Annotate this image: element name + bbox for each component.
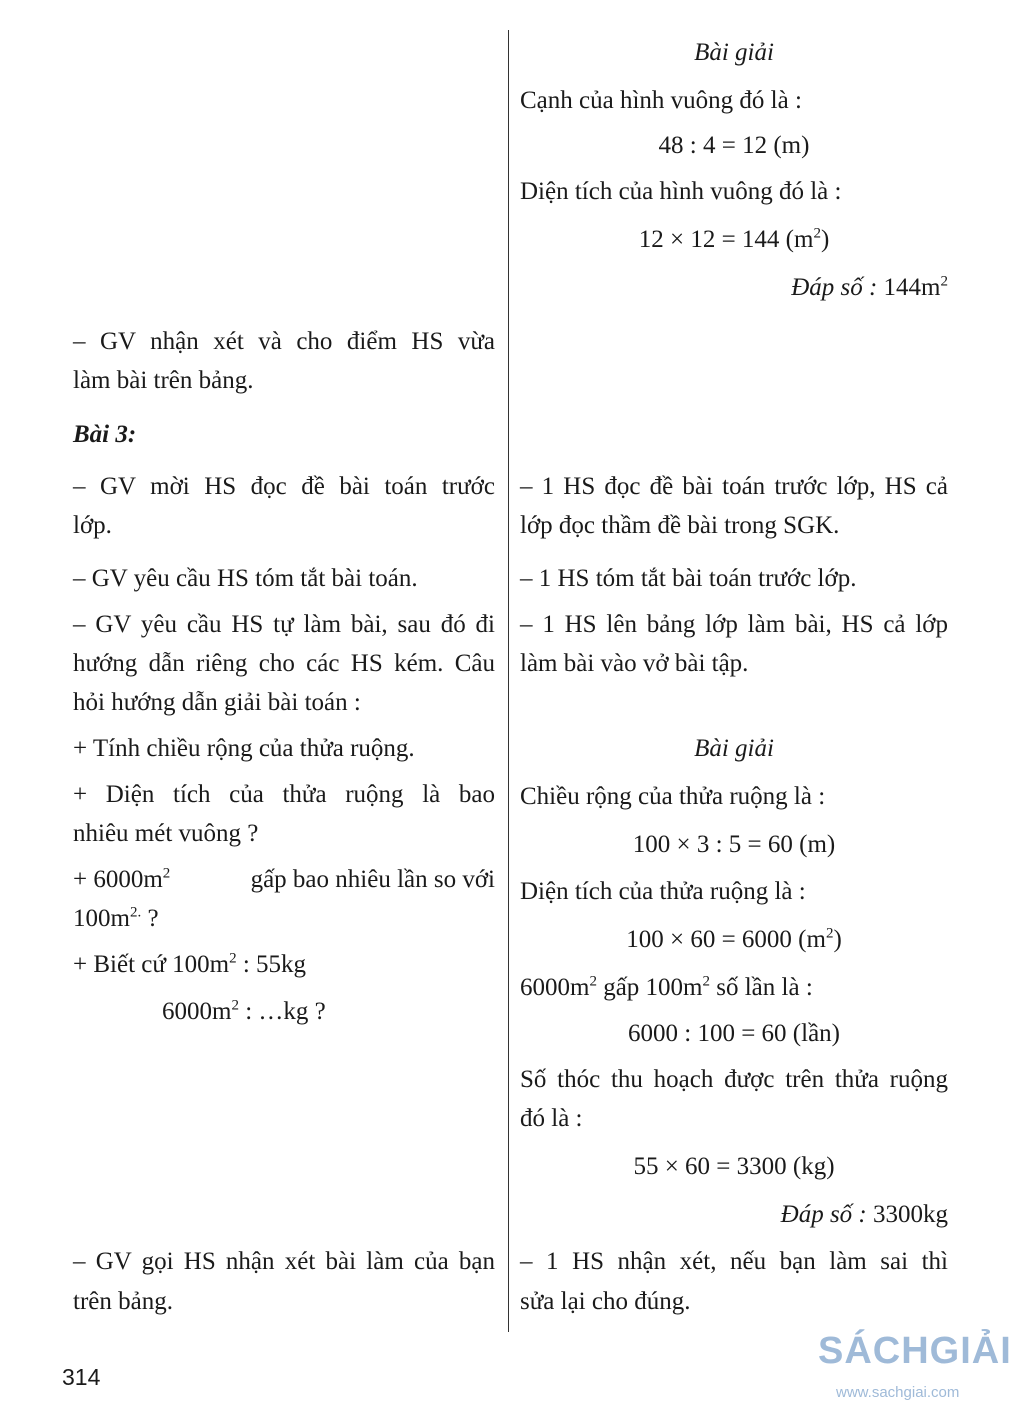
student-step: – 1 HS lên bảng lớp làm bài, HS cả lớp — [520, 611, 948, 638]
guide-question: + Biết cứ $100m^2$ : 55kg — [73, 950, 307, 978]
solution-line: đó là : — [520, 1105, 583, 1132]
guide-question: + Diện tích của thửa ruộng là bao — [73, 781, 495, 808]
column-divider — [508, 30, 509, 1332]
solution-calc: 12 × 12 = 144 $(m^2)$ — [638, 225, 830, 253]
solution-line: Diện tích của thửa ruộng là : — [520, 878, 806, 905]
student-step: làm bài vào vở bài tập. — [520, 650, 749, 677]
guide-question: + Tính chiều rộng của thửa ruộng. — [73, 735, 415, 762]
section-title: Bài 3: — [73, 421, 137, 448]
solution-calc: 48 : 4 = 12 (m) — [658, 132, 810, 159]
solution-line: $6000m^2$ gấp $100m^2$ số lần là : — [520, 973, 813, 1001]
solution-line: Số thóc thu hoạch được trên thửa ruộng — [520, 1066, 948, 1093]
teacher-step: – GV mời HS đọc đề bài toán trước — [73, 473, 495, 500]
teacher-step: – GV yêu cầu HS tự làm bài, sau đó đi — [73, 611, 495, 638]
solution-line: Cạnh của hình vuông đó là : — [520, 87, 802, 114]
student-step: lớp đọc thầm đề bài trong SGK. — [520, 512, 840, 539]
teacher-step: hướng dẫn riêng cho các HS kém. Câu — [73, 650, 495, 677]
solution-line: Diện tích của hình vuông đó là : — [520, 178, 842, 205]
teacher-step: hỏi hướng dẫn giải bài toán : — [73, 689, 361, 716]
teacher-step: làm bài trên bảng. — [73, 367, 254, 394]
guide-question: nhiêu mét vuông ? — [73, 820, 259, 847]
logo-text: SÁCHGIẢI — [818, 1330, 1012, 1372]
student-step: sửa lại cho đúng. — [520, 1288, 691, 1315]
solution-answer: Đáp số : $144m^2$ — [791, 273, 948, 301]
teacher-step: – GV nhận xét và cho điểm HS vừa — [73, 328, 495, 355]
solution-calc: 6000 : 100 = 60 (lần) — [628, 1020, 840, 1047]
page-number: 314 — [62, 1364, 101, 1390]
solution-heading: Bài giải — [694, 39, 774, 66]
guide-question: $6000m^2$ : …kg ? — [162, 997, 326, 1025]
solution-line: Chiều rộng của thửa ruộng là : — [520, 783, 826, 810]
teacher-step: trên bảng. — [73, 1288, 173, 1315]
watermark-logo — [818, 1330, 1024, 1414]
logo-url: www.sachgiai.com — [836, 1384, 960, 1401]
q3-part-b: gấp bao nhiêu lần so với — [250, 866, 495, 893]
solution-answer: Đáp số : 3300kg — [780, 1201, 948, 1228]
q3-part-a: + $6000m^2$ — [73, 865, 171, 893]
teacher-step: lớp. — [73, 512, 112, 539]
solution-calc: 55 × 60 = 3300 (kg) — [633, 1153, 835, 1180]
solution-heading: Bài giải — [694, 735, 774, 762]
solution-calc: 100 × 3 : 5 = 60 (m) — [632, 831, 836, 858]
solution-calc: 100 × 60 = 6000 $(m^2)$ — [626, 925, 842, 953]
guide-question: $100m^{2.}$ ? — [73, 904, 159, 932]
student-step: – 1 HS tóm tắt bài toán trước lớp. — [520, 565, 857, 592]
student-step: – 1 HS nhận xét, nếu bạn làm sai thì — [520, 1248, 948, 1275]
guide-question — [73, 865, 495, 895]
teacher-step: – GV yêu cầu HS tóm tắt bài toán. — [73, 565, 418, 592]
teacher-step: – GV gọi HS nhận xét bài làm của bạn — [73, 1248, 495, 1275]
student-step: – 1 HS đọc đề bài toán trước lớp, HS cả — [520, 473, 948, 500]
